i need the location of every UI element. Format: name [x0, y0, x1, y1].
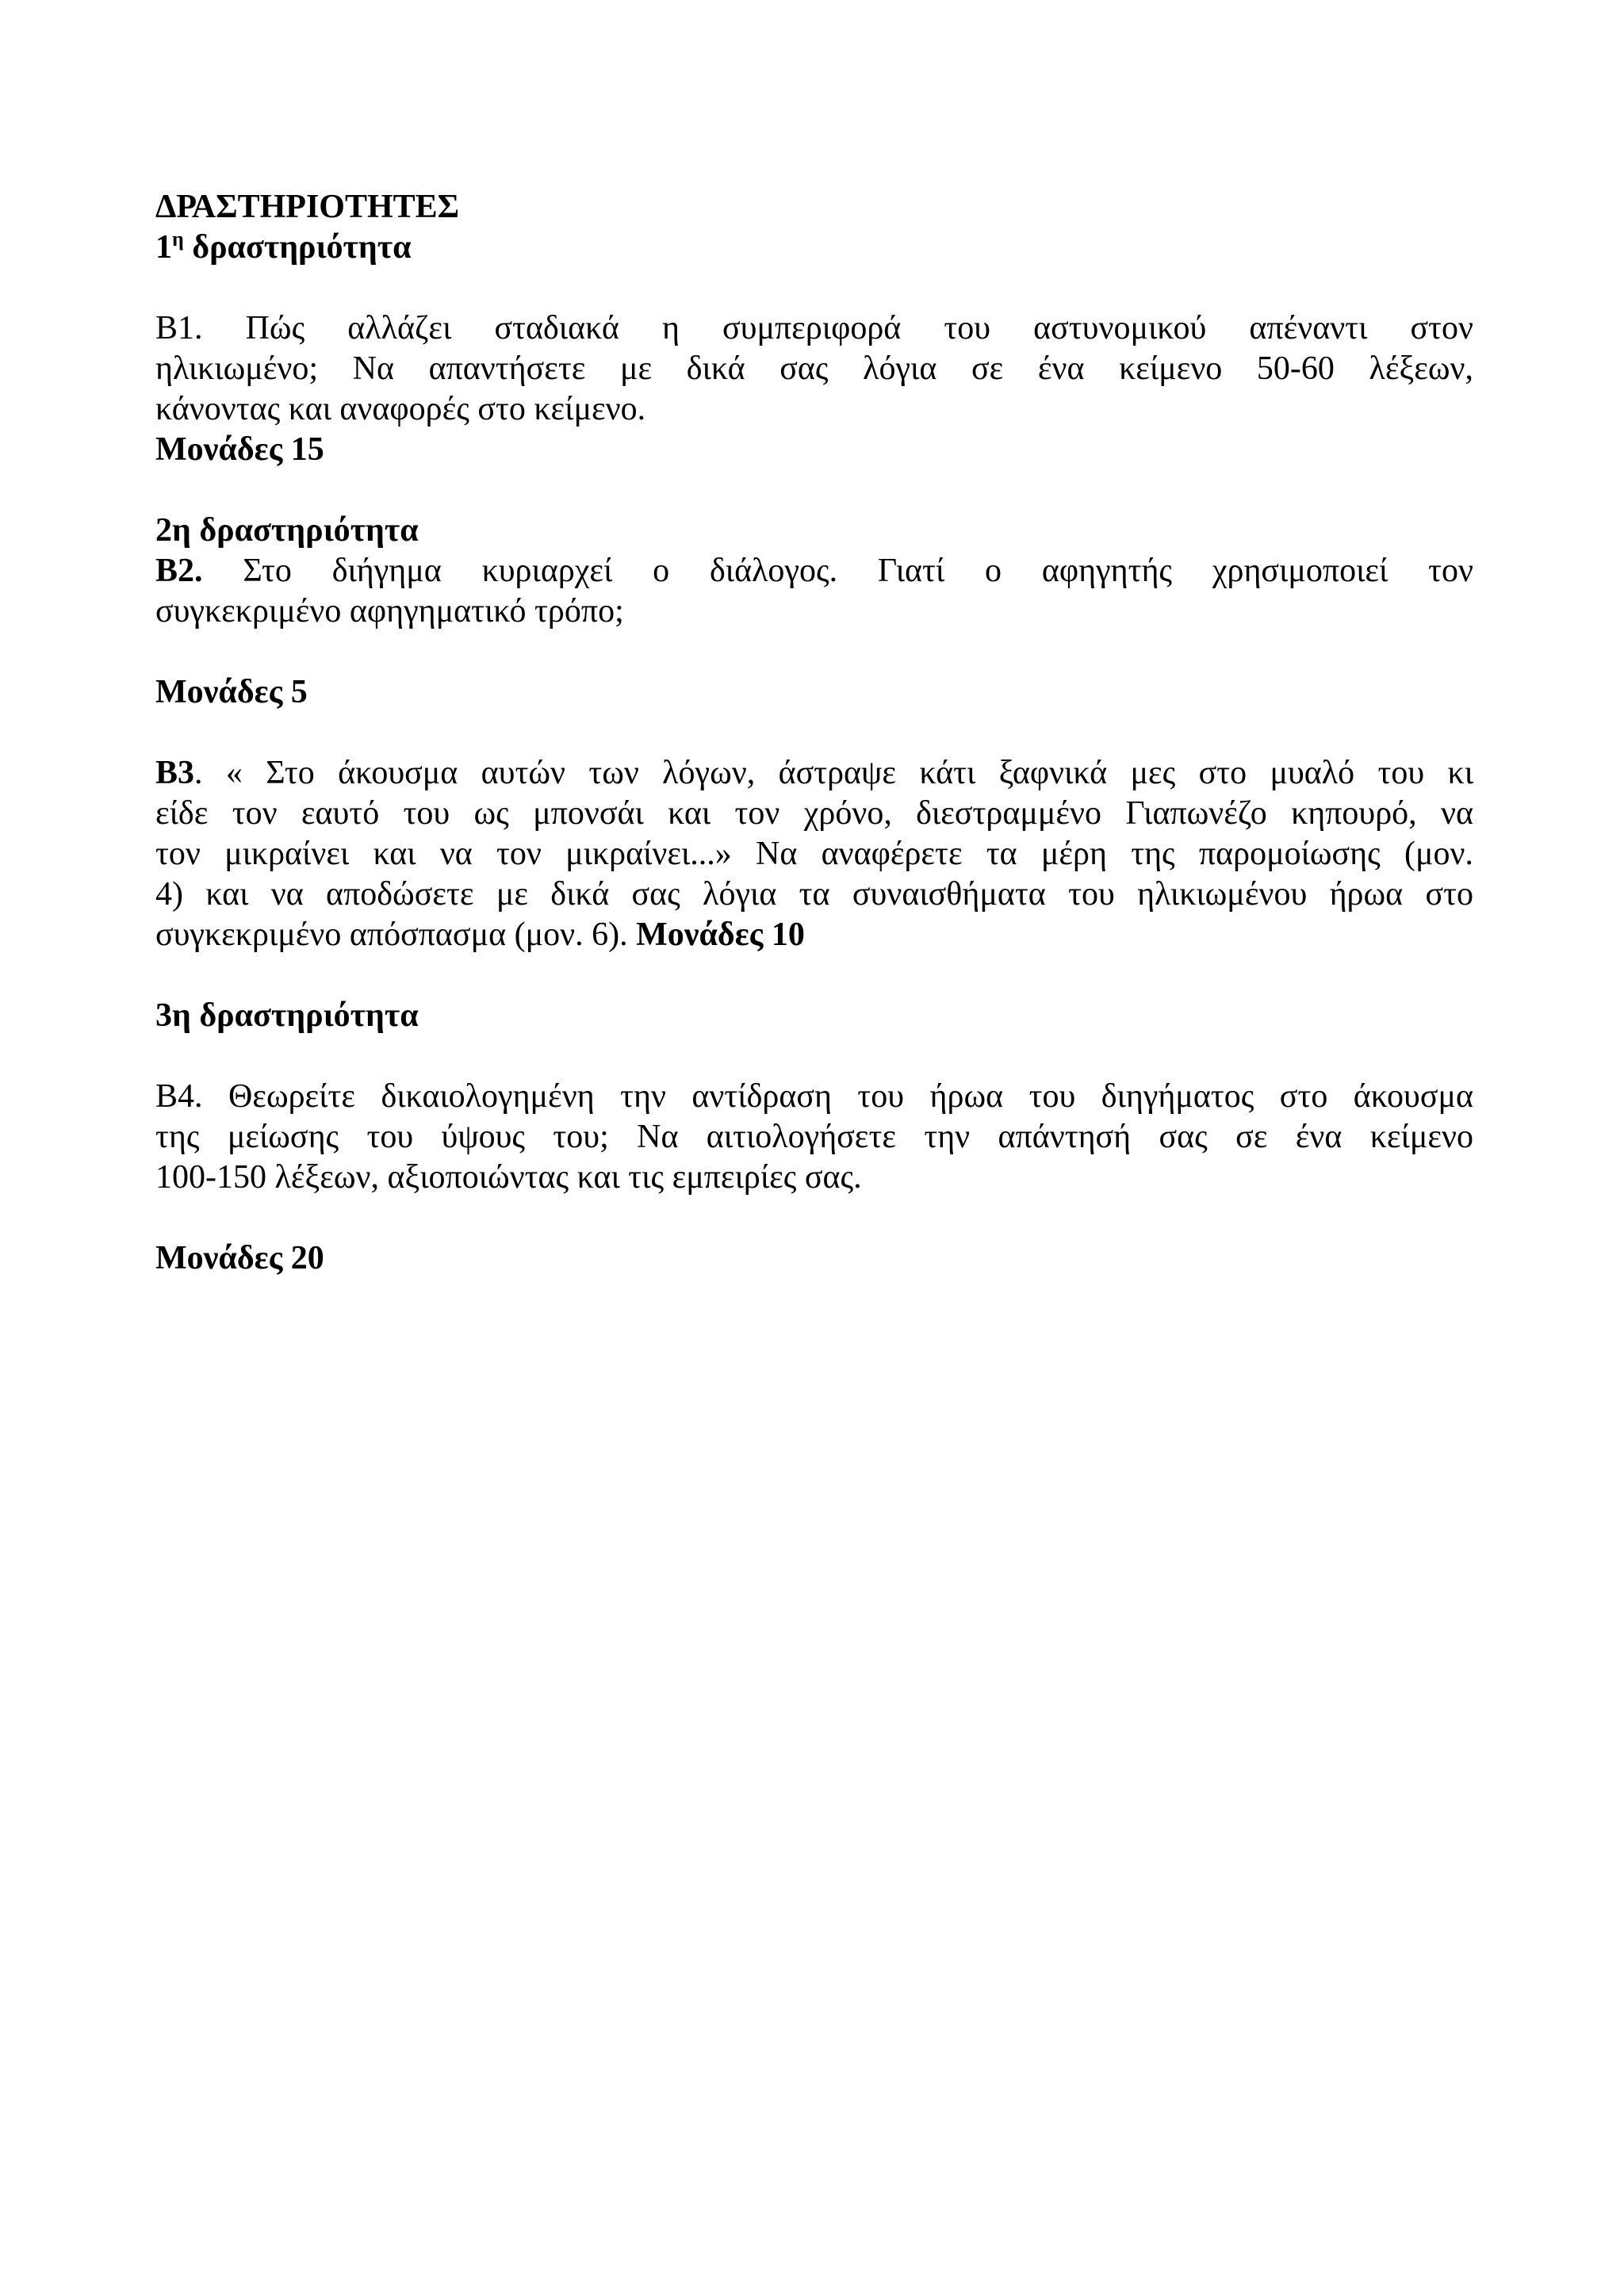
question-b2-line-1-text: Στο διήγημα κυριαρχεί ο διάλογος. Γιατί ο αφηγητής χρησιμοποιεί τον	[202, 553, 1473, 589]
question-b3-points: Μονάδες 10	[636, 916, 805, 953]
question-b4-points: Μονάδες 20	[155, 1240, 324, 1276]
question-b4-line-1: Β4. Θεωρείτε δικαιολογημένη την αντίδραση του ήρωα του διηγήματος στο άκουσμα	[155, 1078, 1473, 1115]
question-b2-label: Β2.	[155, 553, 203, 589]
question-b3-line-1	[155, 753, 1473, 794]
activity-1-heading-text: δραστηριότητα	[183, 229, 412, 266]
question-b1-line-3: κάνοντας και αναφορές στο κείμενο.	[155, 391, 646, 427]
question-b3-line-3: τον μικραίνει και να τον μικραίνει...» Να αναφέρετε τα μέρη της παρομοίωσης (μον.	[155, 836, 1473, 872]
activity-3-heading: 3η δραστηριότητα	[155, 997, 419, 1034]
activity-1-heading	[155, 228, 1473, 268]
question-b2-points: Μονάδες 5	[155, 674, 308, 710]
page-title: ΔΡΑΣΤΗΡΙΟΤΗΤΕΣ	[155, 189, 460, 225]
question-b3-line-5-text: συγκεκριμένο απόσπασμα (μον. 6).	[155, 916, 637, 953]
question-b3-line-5	[155, 915, 1473, 955]
spacer	[155, 1036, 1473, 1077]
activity-1-heading-superscript: η	[172, 228, 184, 251]
question-b1-line-2: ηλικιωμένο; Να απαντήσετε με δικά σας λόγια σε ένα κείμενο 50-60 λέξεων,	[155, 350, 1473, 387]
question-b2-line-1	[155, 551, 1473, 591]
spacer	[155, 268, 1473, 308]
question-b3-line-1-text: . « Στο άκουσμα αυτών των λόγων, άστραψε κάτι ξαφνικά μες στο μυαλό του κι	[194, 755, 1473, 791]
question-b3-line-2: είδε τον εαυτό του ως μπονσάι και τον χρόνο, διεστραμμένο Γιαπωνέζο κηπουρό, να	[155, 795, 1473, 832]
question-b4-line-2: της μείωσης του ύψους του; Να αιτιολογήσετε την απάντησή σας σε ένα κείμενο	[155, 1119, 1473, 1155]
document-page	[155, 187, 1473, 1279]
question-b3-label: Β3	[155, 755, 195, 791]
question-b3-line-4: 4) και να αποδώσετε με δικά σας λόγια τα συναισθήματα του ηλικιωμένου ήρωα στο	[155, 876, 1473, 913]
question-b1-points: Μονάδες 15	[155, 431, 324, 468]
spacer	[155, 713, 1473, 753]
question-b2-line-2: συγκεκριμένο αφηγηματικό τρόπο;	[155, 593, 624, 629]
activity-1-heading-number: 1	[155, 229, 172, 266]
spacer	[155, 632, 1473, 672]
spacer	[155, 1198, 1473, 1238]
question-b4-line-3: 100-150 λέξεων, αξιοποιώντας και τις εμπειρίες σας.	[155, 1159, 862, 1196]
question-b1-line-1: Β1. Πώς αλλάζει σταδιακά η συμπεριφορά του αστυνομικού απέναντι στον	[155, 310, 1473, 346]
spacer	[155, 470, 1473, 511]
spacer	[155, 955, 1473, 996]
activity-2-heading: 2η δραστηριότητα	[155, 512, 419, 549]
